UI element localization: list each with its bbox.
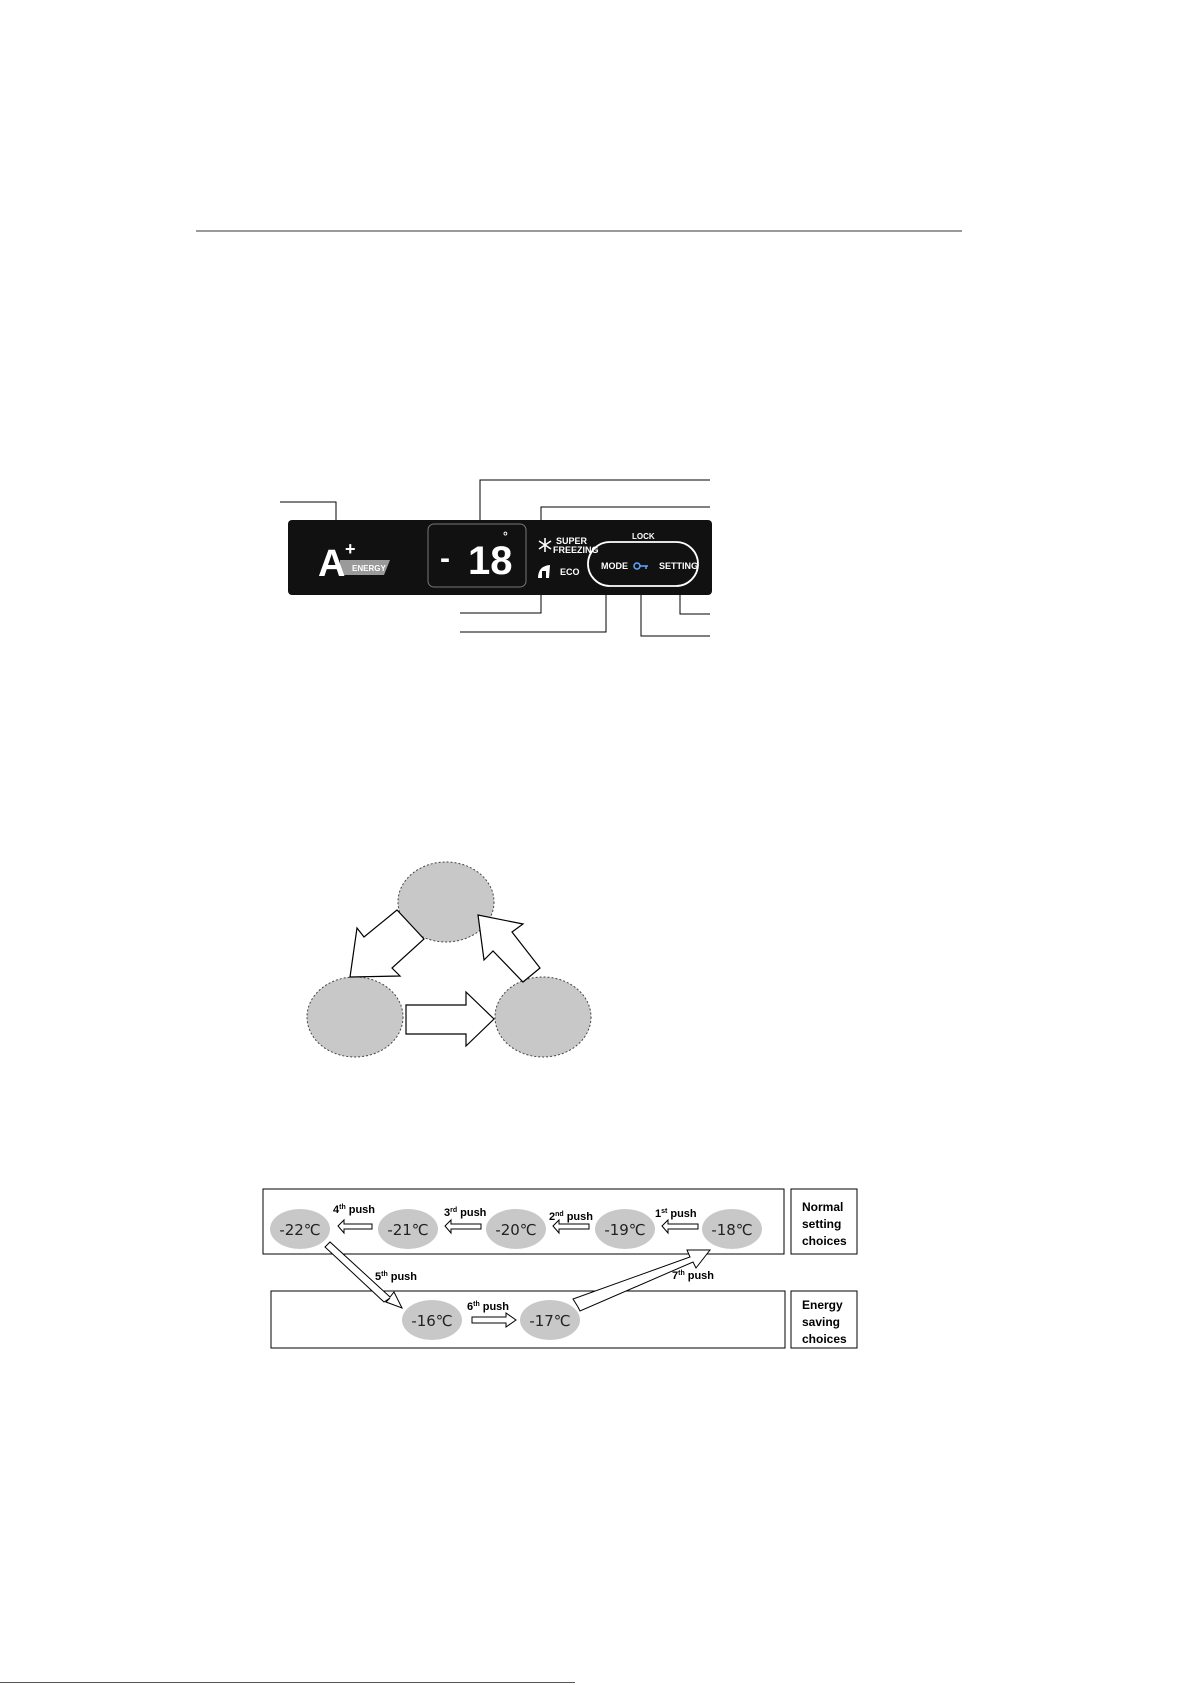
temp-label: -17℃ <box>529 1312 571 1330</box>
eco-label: ECO <box>560 567 580 577</box>
display-value: 18 <box>468 539 513 583</box>
temp-label: -21℃ <box>387 1221 429 1239</box>
energy-label-line1: Energy <box>802 1298 843 1312</box>
temp-label: -18℃ <box>711 1221 753 1239</box>
mode-button[interactable]: MODE <box>601 561 628 571</box>
push-label-7: 7th push <box>672 1270 715 1282</box>
normal-label-line1: Normal <box>802 1200 844 1214</box>
setting-button[interactable]: SETTING <box>659 561 699 571</box>
push-label-4: 4th push <box>333 1204 376 1216</box>
super-freezing-line1: SUPER <box>556 536 588 546</box>
temp-label: -19℃ <box>604 1221 646 1239</box>
temp-node-neg18 <box>702 1209 762 1249</box>
energy-label-line2: saving <box>802 1315 841 1329</box>
push-label-1: 1st push <box>655 1208 697 1220</box>
energy-word: ENERGY <box>352 564 386 573</box>
bottom-rule <box>0 1682 575 1683</box>
arrow-push-3 <box>445 1220 481 1233</box>
normal-label-line2: setting <box>802 1217 842 1231</box>
energy-label-line3: choices <box>802 1332 847 1346</box>
super-freezing-line2: FREEZING <box>553 545 599 555</box>
push-label-6: 6th push <box>467 1301 510 1313</box>
temp-node-neg21 <box>378 1209 438 1249</box>
normal-label-line3: choices <box>802 1234 847 1248</box>
temp-label: -20℃ <box>495 1221 537 1239</box>
lock-label: LOCK <box>632 532 655 541</box>
arrow-push-4 <box>338 1220 372 1233</box>
temp-node-neg19 <box>595 1209 655 1249</box>
temp-label: -16℃ <box>411 1312 453 1330</box>
temp-node-neg20 <box>486 1209 546 1249</box>
temp-label: -22℃ <box>279 1221 321 1239</box>
push-label-3: 3rd push <box>444 1207 487 1219</box>
push-label-2: 2nd push <box>549 1211 593 1223</box>
arrow-push-6 <box>472 1313 516 1327</box>
temp-node-neg17 <box>520 1300 580 1340</box>
temp-node-neg22 <box>270 1209 330 1249</box>
arrow-push-1 <box>662 1220 698 1233</box>
energy-class-letter: A <box>318 543 346 585</box>
temp-node-neg16 <box>402 1300 462 1340</box>
push-label-5: 5th push <box>375 1271 418 1283</box>
display-minus: - <box>440 542 450 575</box>
display-degree: ° <box>503 529 508 543</box>
energy-plus: + <box>345 539 356 559</box>
